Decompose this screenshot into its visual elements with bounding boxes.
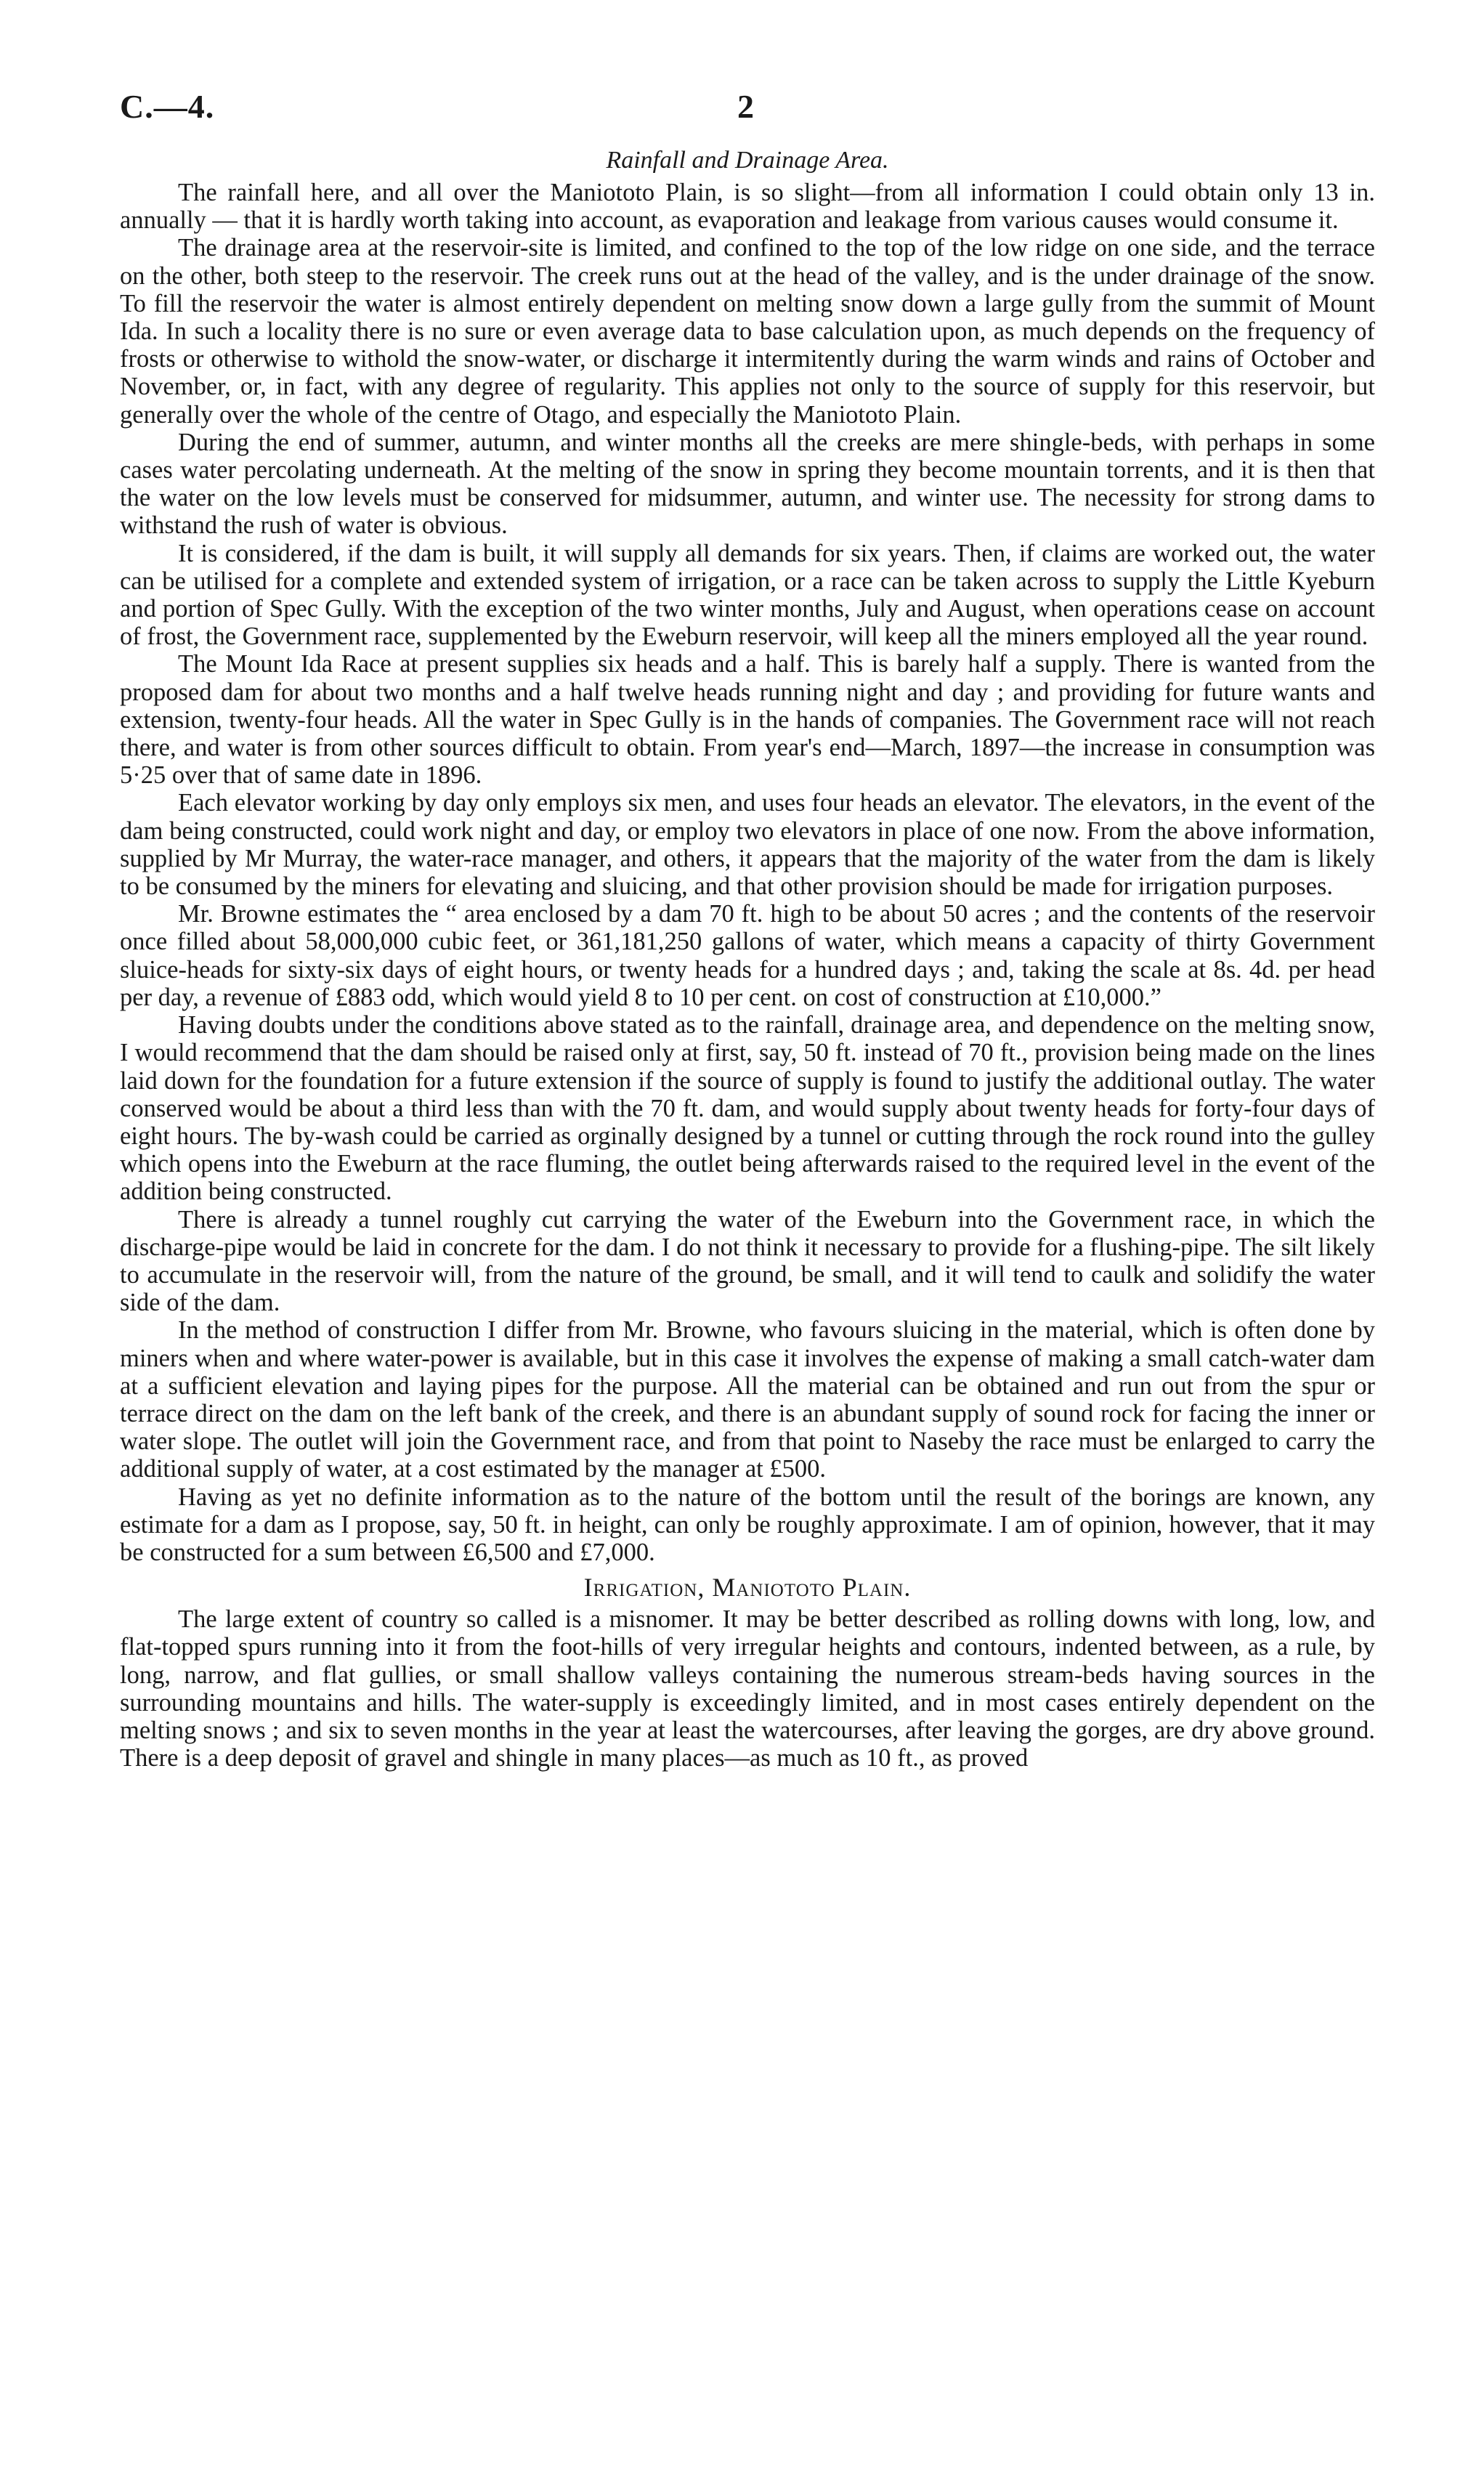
paragraph: There is already a tunnel roughly cut carrying the water of the Eweburn into the Government race, in which the discharge-pipe would be laid in concrete for the dam. I do not think it necessary to provide for a flushing-pipe. The silt likely to accumulate in the reservoir will, from the nature of the ground, be small, and it will tend to caulk and solidify the water side of the dam. (120, 1205, 1375, 1317)
document-reference: C.—4. (120, 88, 215, 125)
paragraph: In the method of construction I differ from Mr. Browne, who favours sluicing in the material, which is often done by miners when and where water-power is available, but in this case it involves the expense of making a small catch-water dam at a sufficient elevation and laying pipes for the purpose. All the material can be obtained and run out from the spur or terrace direct on the dam on the left bank of the creek, and there is an abundant supply of sound rock for facing the inner or water slope. The outlet will join the Government race, and from that point to Naseby the race must be enlarged to carry the additional supply of water, at a cost estimated by the manager at £500. (120, 1316, 1375, 1483)
page-header (120, 80, 1375, 138)
paragraph: Mr. Browne estimates the “ area enclosed by a dam 70 ft. high to be about 50 acres ; and the contents of the reservoir once filled about 58,000,000 cubic feet, or 361,181,250 gallons of water, which means a capacity of thirty Government sluice-heads for sixty-six days of eight hours, or twenty heads for a hundred days ; and, taking the scale at 8s. 4d. per head per day, a revenue of £883 odd, which would yield 8 to 10 per cent. on cost of construction at £10,000.” (120, 900, 1375, 1011)
paragraph: Having as yet no definite information as to the nature of the bottom until the result of the borings are known, any estimate for a dam as I propose, say, 50 ft. in height, can only be roughly approximate. I am of opinion, however, that it may be constructed for a sum between £6,500 and £7,000. (120, 1483, 1375, 1566)
section-title-irrigation: Irrigation, Maniototo Plain. (583, 1573, 912, 1602)
paragraph: The Mount Ida Race at present supplies six heads and a half. This is barely half a supply. There is wanted from the proposed dam for about two months and a half twelve heads running night and day ; and providing for future wants and extension, twenty-four heads. All the water in Spec Gully is in the hands of companies. The Government race will not reach there, and water is from other sources difficult to obtain. From year's end—March, 1897—the increase in consumption was 5·25 over that of same date in 1896. (120, 650, 1375, 790)
page-number: 2 (737, 88, 754, 125)
paragraph: The large extent of country so called is a misnomer. It may be better described as rolling downs with long, low, and flat-topped spurs running into it from the foot-hills of very irregular heights and contours, indented between, as a rule, by long, narrow, and flat gullies, or small shallow valleys containing the numerous stream-beds having sources in the surrounding mountains and hills. The water-supply is exceedingly limited, and in most cases entirely dependent on the melting snows ; and six to seven months in the year at least the watercourses, after leaving the gorges, are dry above ground. There is a deep deposit of gravel and shingle in many places—as much as 10 ft., as proved (120, 1605, 1375, 1772)
paragraph: It is considered, if the dam is built, it will supply all demands for six years. Then, if claims are worked out, the water can be utilised for a complete and extended system of irrigation, or a race can be taken across to supply the Little Kyeburn and portion of Spec Gully. With the exception of the two winter months, July and August, when operations cease on account of frost, the Government race, supplemented by the Eweburn reservoir, will keep all the miners employed all the year round. (120, 539, 1375, 651)
paragraph: During the end of summer, autumn, and winter months all the creeks are mere shingle-beds, with perhaps in some cases water percolating underneath. At the melting of the snow in spring they become mountain torrents, and it is then that the water on the low levels must be conserved for midsummer, autumn, and winter use. The necessity for strong dams to withstand the rush of water is obvious. (120, 428, 1375, 540)
paragraph: The drainage area at the reservoir-site is limited, and confined to the top of the low ridge on one side, and the terrace on the other, both steep to the reservoir. The creek runs out at the head of the valley, and is the under drainage of the snow. To fill the reservoir the water is almost entirely dependent on melting snow down a large gully from the summit of Mount Ida. In such a locality there is no sure or even average data to base calculation upon, as much depends on the frequency of frosts or otherwise to withold the snow-water, or discharge it intermitently during the warm winds and rains of October and November, or, in fact, with any degree of regularity. This applies not only to the source of supply for this reservoir, but generally over the whole of the centre of Otago, and especially the Maniototo Plain. (120, 234, 1375, 429)
section-title-rainfall: Rainfall and Drainage Area. (606, 147, 889, 174)
paragraph: The rainfall here, and all over the Maniototo Plain, is so slight—from all information I could obtain only 13 in. annually — that it is hardly worth taking into account, as evaporation and leakage from various causes would consume it. (120, 179, 1375, 235)
paragraph: Having doubts under the conditions above stated as to the rainfall, drainage area, and dependence on the melting snow, I would recommend that the dam should be raised only at first, say, 50 ft. instead of 70 ft., provision being made on the lines laid down for the foundation for a future extension if the source of supply is found to justify the additional outlay. The water conserved would be about a third less than with the 70 ft. dam, and would supply about twenty heads for forty-four days of eight hours. The by-wash could be carried as orginally designed by a tunnel or cutting through the rock round into the gulley which opens into the Eweburn at the race fluming, the outlet being afterwards raised to the required level in the event of the addition being constructed. (120, 1011, 1375, 1206)
paragraph: Each elevator working by day only employs six men, and uses four heads an elevator. The elevators, in the event of the dam being constructed, could work night and day, or employ two elevators in place of one now. From the above information, supplied by Mr Murray, the water-race manager, and others, it appears that the majority of the water from the dam is likely to be consumed by the miners for elevating and sluicing, and that other provision should be made for irrigation purposes. (120, 789, 1375, 901)
